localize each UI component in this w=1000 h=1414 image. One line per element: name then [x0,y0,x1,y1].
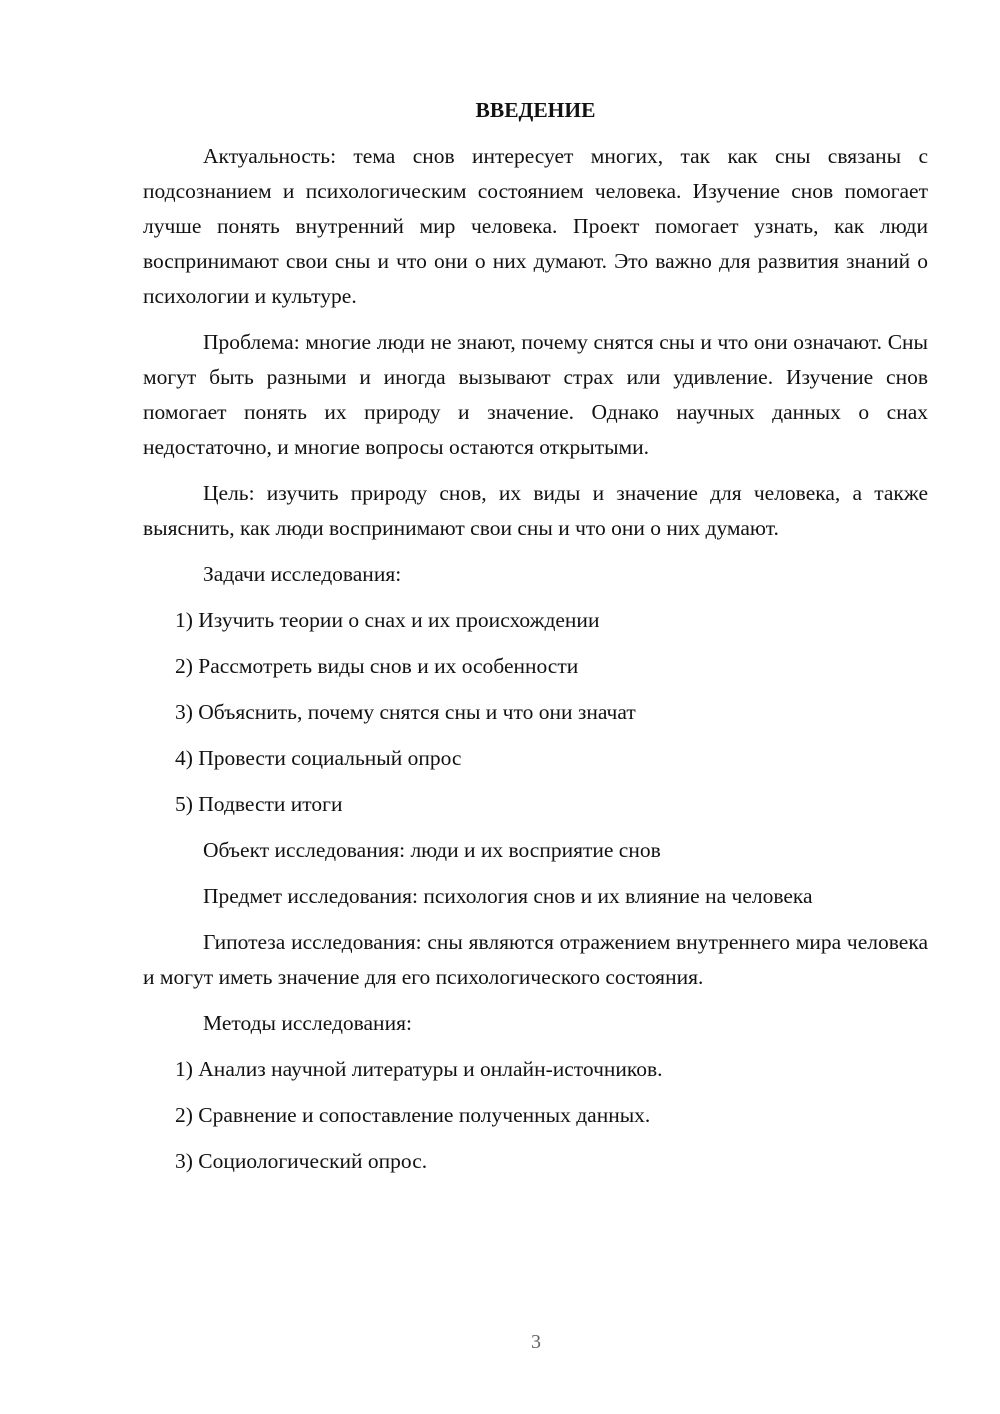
task-item: 1) Изучить теории о снах и их происхождении [175,608,600,632]
tasks-heading: Задачи исследования: [203,562,402,586]
methods-list [143,1052,928,1179]
task-item: 5) Подвести итоги [175,792,343,816]
tasks-list [143,603,928,822]
method-item: 2) Сравнение и сопоставление полученных данных. [175,1103,651,1127]
subject-paragraph: Предмет исследования: психология снов и их влияние на человека [203,884,813,908]
relevance-paragraph: Актуальность: тема снов интересует многих, так как сны связаны с подсознанием и психологическим состоянием человека. Изучение снов помогает лучше понять внутренний мир человека. Проект помогает узнать, как люди воспринимают свои сны и что они о них думают. Это важно для развития знаний о психологии и культуре. [143,144,928,308]
task-item: 3) Объяснить, почему снятся сны и что они значат [175,700,636,724]
problem-paragraph: Проблема: многие люди не знают, почему снятся сны и что они означают. Сны могут быть разными и иногда вызывают страх или удивление. Изучение снов помогает понять их природу и значение. Однако научных данных о снах недостаточно, и многие вопросы остаются открытыми. [143,330,928,459]
method-item: 1) Анализ научной литературы и онлайн-источников. [175,1057,663,1081]
method-item: 3) Социологический опрос. [175,1149,428,1173]
page-title: ВВЕДЕНИЕ [475,98,596,122]
hypothesis-paragraph: Гипотеза исследования: сны являются отражением внутреннего мира человека и могут иметь значение для его психологического состояния. [143,930,928,989]
goal-paragraph: Цель: изучить природу снов, их виды и значение для человека, а также выяснить, как люди воспринимают свои сны и что они о них думают. [143,481,928,540]
page-content [143,93,928,1190]
task-item: 2) Рассмотреть виды снов и их особенности [175,654,579,678]
page-number: 3 [531,1331,541,1353]
object-paragraph: Объект исследования: люди и их восприятие снов [203,838,661,862]
methods-heading: Методы исследования: [203,1011,412,1035]
task-item: 4) Провести социальный опрос [175,746,462,770]
